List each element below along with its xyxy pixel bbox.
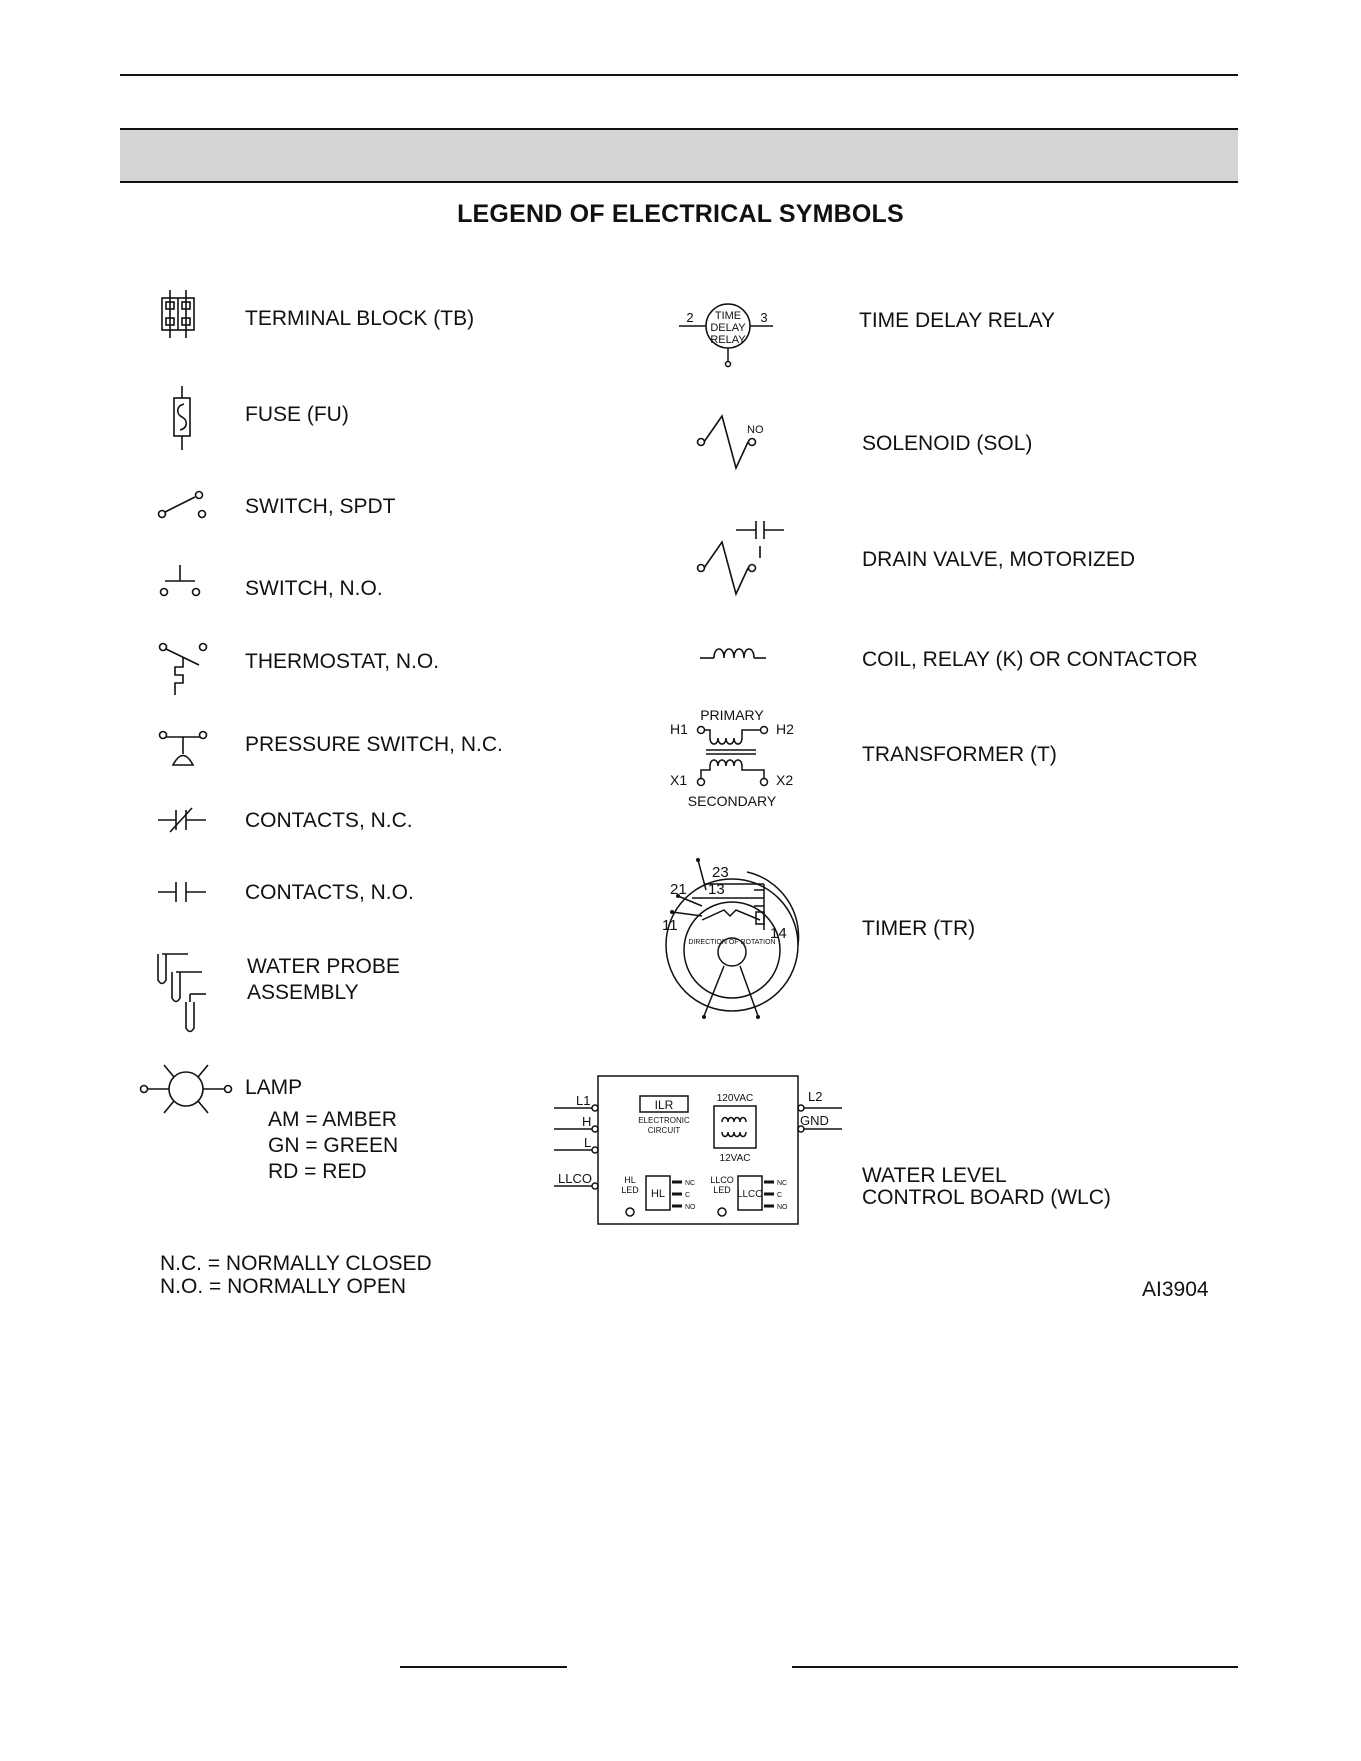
wlc-llco: LLCO	[558, 1171, 592, 1186]
wlc-hl-led-label: HL	[624, 1175, 636, 1185]
timer-contact-11: 11	[662, 917, 678, 934]
lamp-color-amber: AM = AMBER	[268, 1108, 397, 1131]
timer-contact-14: 14	[770, 925, 787, 942]
label-fuse: FUSE (FU)	[245, 403, 349, 426]
wlc-l2: L2	[808, 1089, 823, 1104]
wlc-ilr: ILR	[654, 1098, 674, 1112]
label-wlc-line1: WATER LEVEL	[862, 1164, 1007, 1187]
footer-rule-left	[400, 1666, 567, 1668]
terminal-block-icon	[150, 288, 210, 344]
label-contacts-no: CONTACTS, N.O.	[245, 881, 414, 904]
wlc-hl-led-label2: LED	[621, 1185, 639, 1195]
footer-rule-right	[792, 1666, 1238, 1668]
label-switch-spdt: SWITCH, SPDT	[245, 495, 396, 518]
water-level-board-icon	[552, 1070, 842, 1228]
lamp-color-green: GN = GREEN	[268, 1134, 399, 1157]
timer-contact-23: 23	[712, 864, 729, 881]
label-pressure-switch: PRESSURE SWITCH, N.C.	[245, 733, 503, 756]
transformer-primary-text: PRIMARY	[700, 707, 764, 723]
tdr-terminal-2: 2	[686, 310, 694, 325]
contacts-no-icon	[156, 877, 208, 907]
label-transformer: TRANSFORMER (T)	[862, 743, 1057, 766]
solenoid-icon	[694, 410, 764, 474]
coil-icon	[698, 640, 768, 664]
switch-spdt-icon	[152, 487, 212, 523]
transformer-icon	[664, 704, 808, 816]
footnote-nc: N.C. = NORMALLY CLOSED	[160, 1252, 432, 1275]
tdr-text-delay: DELAY	[710, 322, 746, 334]
fuse-icon	[162, 384, 202, 454]
label-wlc-line2: CONTROL BOARD (WLC)	[862, 1186, 1111, 1209]
lamp-color-red: RD = RED	[268, 1160, 367, 1183]
time-delay-relay-icon	[676, 292, 776, 370]
timer-contact-21: 21	[670, 881, 687, 898]
wlc-llco-relay: LLCO	[736, 1189, 764, 1200]
wlc-llco-led-label2: LED	[713, 1185, 731, 1195]
transformer-secondary-text: SECONDARY	[687, 793, 777, 809]
label-water-probe-line2: ASSEMBLY	[247, 981, 359, 1004]
transformer-h2-text: H2	[776, 721, 794, 737]
wlc-hl-no: NO	[685, 1204, 696, 1211]
wlc-l: L	[584, 1135, 592, 1150]
tdr-text-relay: RELAY	[710, 334, 746, 346]
wlc-llco-no: NO	[777, 1204, 788, 1211]
wlc-llco-nc: NC	[777, 1180, 788, 1187]
thermostat-no-icon	[155, 641, 213, 697]
wlc-h: H	[582, 1114, 592, 1129]
contacts-nc-icon	[156, 805, 208, 835]
water-probe-icon	[150, 950, 220, 1038]
lamp-icon	[138, 1057, 234, 1123]
page-title: LEGEND OF ELECTRICAL SYMBOLS	[457, 200, 904, 228]
timer-rotation-text: DIRECTION OF ROTATION	[688, 939, 776, 946]
wlc-120vac: 120VAC	[716, 1093, 754, 1104]
figure-id: AI3904	[1142, 1278, 1209, 1301]
wlc-llco-c: C	[777, 1192, 783, 1199]
tdr-terminal-3: 3	[760, 310, 768, 325]
wlc-llco-led-label: LLCO	[710, 1175, 734, 1185]
pressure-switch-icon	[155, 728, 211, 768]
label-switch-no: SWITCH, N.O.	[245, 577, 383, 600]
header-rule	[120, 74, 1238, 76]
label-thermostat-no: THERMOSTAT, N.O.	[245, 650, 440, 673]
wlc-electronic: ELECTRONIC	[638, 1116, 690, 1125]
drain-valve-icon	[694, 518, 786, 598]
wlc-12vac: 12VAC	[719, 1153, 751, 1164]
label-timer: TIMER (TR)	[862, 917, 976, 940]
solenoid-no-text: NO	[747, 424, 764, 436]
label-terminal-block: TERMINAL BLOCK (TB)	[245, 307, 475, 330]
label-lamp: LAMP	[245, 1076, 303, 1099]
transformer-h1-text: H1	[670, 721, 688, 737]
label-solenoid: SOLENOID (SOL)	[862, 432, 1033, 455]
transformer-x2-text: X2	[776, 772, 794, 788]
label-time-delay-relay: TIME DELAY RELAY	[859, 309, 1056, 332]
wlc-l1: L1	[576, 1093, 591, 1108]
section-banner	[120, 128, 1238, 183]
transformer-x1-text: X1	[670, 772, 688, 788]
label-water-probe-line1: WATER PROBE	[247, 955, 400, 978]
wlc-gnd: GND	[800, 1113, 829, 1128]
timer-contact-13: 13	[708, 881, 725, 898]
footnote-no: N.O. = NORMALLY OPEN	[160, 1275, 407, 1298]
wlc-hl-nc: NC	[685, 1180, 696, 1187]
label-coil: COIL, RELAY (K) OR CONTACTOR	[862, 648, 1198, 671]
tdr-text-time: TIME	[714, 310, 742, 322]
wlc-hl-c: C	[685, 1192, 691, 1199]
switch-no-icon	[155, 563, 205, 601]
timer-icon	[652, 850, 814, 1026]
wlc-circuit: CIRCUIT	[647, 1126, 681, 1135]
label-contacts-nc: CONTACTS, N.C.	[245, 809, 413, 832]
wlc-hl-relay: HL	[650, 1188, 666, 1200]
label-drain-valve: DRAIN VALVE, MOTORIZED	[862, 548, 1136, 571]
